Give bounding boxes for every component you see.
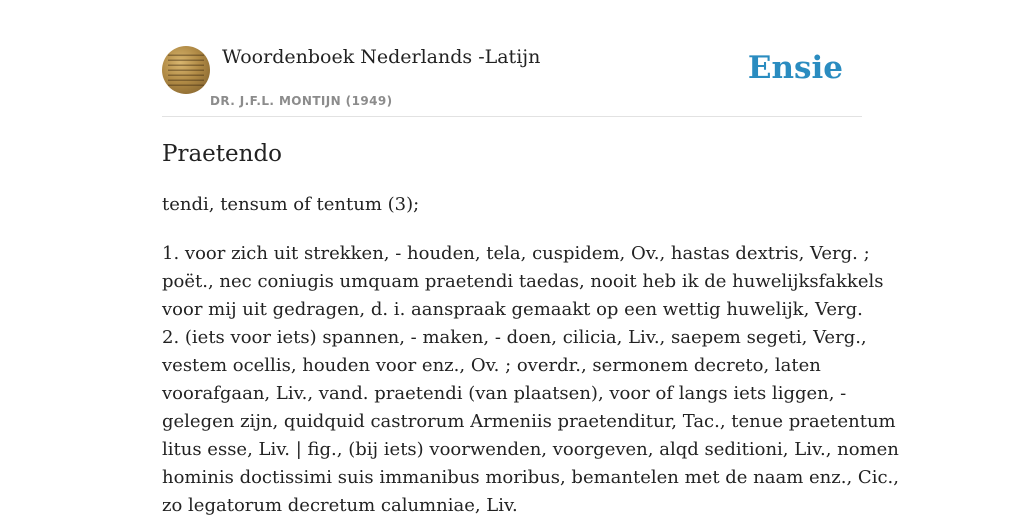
ensie-logo[interactable]: Ensie	[747, 50, 843, 86]
ancient-seal-icon[interactable]	[162, 46, 210, 94]
entry-definition	[162, 240, 899, 520]
definition-line: voor mij uit gedragen, d. i. aanspraak gemaakt op een wettig huwelijk, Verg.	[162, 299, 863, 320]
page	[162, 0, 899, 516]
definition-line: 2. (iets voor iets) spannen, - maken, - doen, cilicia, Liv., saepem segeti, Verg.,	[162, 327, 867, 348]
entry-title: Praetendo	[162, 141, 283, 167]
definition-line: vestem ocellis, houden voor enz., Ov. ; overdr., sermonem decreto, laten	[162, 355, 821, 376]
definition-line: zo legatorum decretum calumniae, Liv.	[162, 495, 518, 516]
site-header	[162, 0, 862, 117]
definition-line: hominis doctissimi suis immanibus moribus, bemantelen met de naam enz., Cic.,	[162, 467, 899, 488]
author-byline: DR. J.F.L. MONTIJN (1949)	[210, 94, 393, 108]
book-title[interactable]: Woordenboek Nederlands -Latijn	[222, 46, 541, 68]
seal-inscription	[168, 54, 204, 86]
definition-line: voorafgaan, Liv., vand. praetendi (van plaatsen), voor of langs iets liggen, -	[162, 383, 847, 404]
definition-line: litus esse, Liv. | fig., (bij iets) voorwenden, voorgeven, alqd seditioni, Liv., nomen	[162, 439, 899, 460]
entry-forms: tendi, tensum of tentum (3);	[162, 194, 420, 215]
definition-line: gelegen zijn, quidquid castrorum Armeniis praetenditur, Tac., tenue praetentum	[162, 411, 896, 432]
definition-line: 1. voor zich uit strekken, - houden, tela, cuspidem, Ov., hastas dextris, Verg. ;	[162, 243, 870, 264]
definition-line: poët., nec coniugis umquam praetendi taedas, nooit heb ik de huwelijksfakkels	[162, 271, 884, 292]
